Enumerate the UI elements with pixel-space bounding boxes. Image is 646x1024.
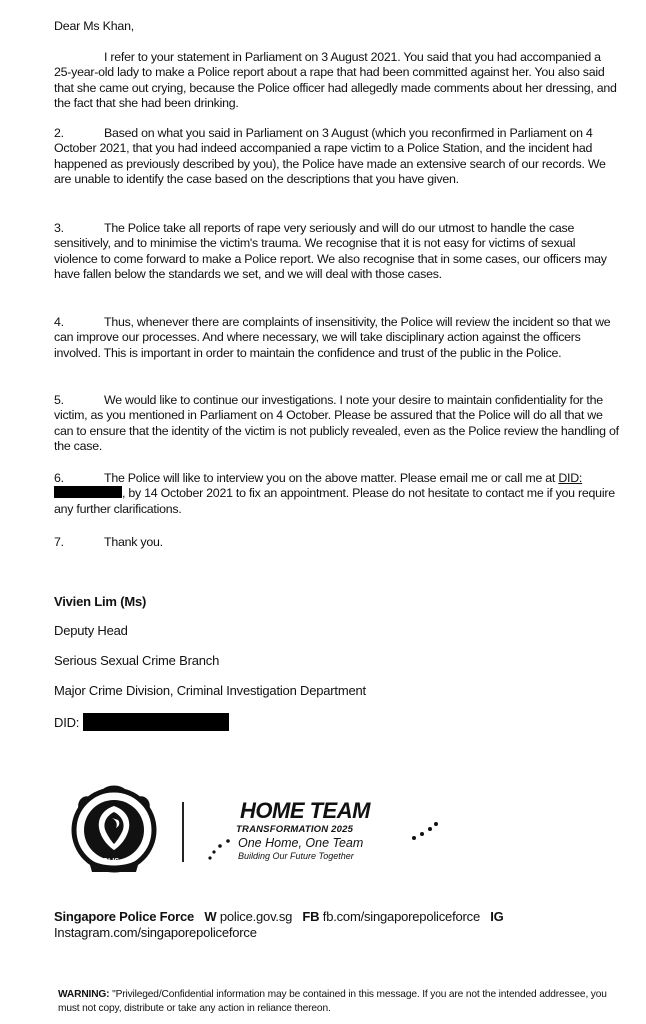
paragraph-5 <box>54 393 620 454</box>
paragraph-3 <box>54 221 620 282</box>
paragraph-7-number: 7. <box>54 535 64 549</box>
salutation: Dear Ms Khan, <box>54 19 135 33</box>
paragraph-6-text-b: , by 14 October 2021 to fix an appointment. Please do not hesitate to contact me if you require any further clarifications. <box>54 486 615 516</box>
paragraph-6-text-a: The Police will like to interview you on the above matter. Please email me or call me at <box>104 471 556 485</box>
home-team-transformation: TRANSFORMATION 2025 <box>236 824 354 835</box>
did-label: DID: <box>54 715 80 730</box>
paragraph-4-text: Thus, whenever there are complaints of insensitivity, the Police will review the incident so that we can improve our processes. And where necessary, we will take disciplinary action against the officers involved. This is important in order to maintain the confidence and trust of the public in the Police. <box>54 315 611 360</box>
redaction-bar <box>54 486 122 498</box>
paragraph-6 <box>54 471 620 517</box>
signatory-branch: Serious Sexual Crime Branch <box>54 653 220 668</box>
warning-text: "Privileged/Confidential information may be contained in this message. If you are not the intended addressee, you must not copy, distribute or take any action in reliance thereon. <box>58 989 607 1014</box>
footer-w-label: W <box>204 909 217 924</box>
footer-facebook-link[interactable]: fb.com/singaporepoliceforce <box>322 909 480 924</box>
paragraph-6-number: 6. <box>54 471 64 485</box>
paragraph-1-text: I refer to your statement in Parliament on 3 August 2021. You said that you had accompanied a 25-year-old lady to make a Police report about a rape that had been committed against her. You also said that she came out crying, because the Police officer had allegedly made comments about her dressing, and the fact that she had been drinking. <box>54 50 617 110</box>
paragraph-3-text: The Police take all reports of rape very seriously and will do our utmost to handle the case sensitively, and to minimise the victim's trauma. We recognise that it is not easy for victims of sexual violence to come forward to make a Police report. We also recognise that in some cases, our officers may have fallen below the standards we set, and we will deal with those cases. <box>54 221 607 281</box>
confidentiality-warning <box>58 988 618 1016</box>
paragraph-7-text: Thank you. <box>104 535 163 549</box>
footer-contacts <box>54 909 634 941</box>
crest-text: POLIS <box>98 858 120 865</box>
home-team-tagline: One Home, One Team <box>238 836 364 850</box>
paragraph-2-text: Based on what you said in Parliament on 3 August (which you reconfirmed in Parliament on 4 October 2021, that you had indeed accompanied a rape victim to a Police Station, and the incident had happened as previously described by you), the Police have made an extensive search of our records. We are unable to identify the case based on the descriptions that you have given. <box>54 126 606 186</box>
paragraph-2 <box>54 126 620 187</box>
footer-ig-label: IG <box>490 909 504 924</box>
footer-instagram-link[interactable]: Instagram.com/singaporepoliceforce <box>54 925 257 940</box>
signatory-division: Major Crime Division, Criminal Investigation Department <box>54 683 366 698</box>
home-team-title: HOME TEAM <box>240 798 370 823</box>
redaction-bar <box>83 713 229 731</box>
logo-area <box>60 778 480 878</box>
paragraph-3-number: 3. <box>54 221 64 235</box>
paragraph-5-text: We would like to continue our investigations. I note your desire to maintain confidentiality for the victim, as you mentioned in Parliament on 4 October. Please be assured that the Police will do all that we can to ensure that the identity of the victim is not publicly revealed, even as the Police review the handling of the case. <box>54 393 619 453</box>
signatory-name: Vivien Lim (Ms) <box>54 594 147 609</box>
paragraph-4 <box>54 315 620 361</box>
footer-org: Singapore Police Force <box>54 909 195 924</box>
signatory-did <box>54 713 229 731</box>
footer-fb-label: FB <box>302 909 320 924</box>
home-team-subtagline: Building Our Future Together <box>238 851 354 861</box>
signatory-title: Deputy Head <box>54 623 128 638</box>
paragraph-2-number: 2. <box>54 126 64 140</box>
paragraph-6-did-label: DID: <box>558 471 583 485</box>
logo-divider <box>182 802 184 862</box>
paragraph-5-number: 5. <box>54 393 64 407</box>
warning-label: WARNING: <box>58 989 110 1000</box>
paragraph-4-number: 4. <box>54 315 64 329</box>
paragraph-1 <box>54 50 620 111</box>
footer-website-link[interactable]: police.gov.sg <box>219 909 293 924</box>
paragraph-7 <box>54 535 620 550</box>
